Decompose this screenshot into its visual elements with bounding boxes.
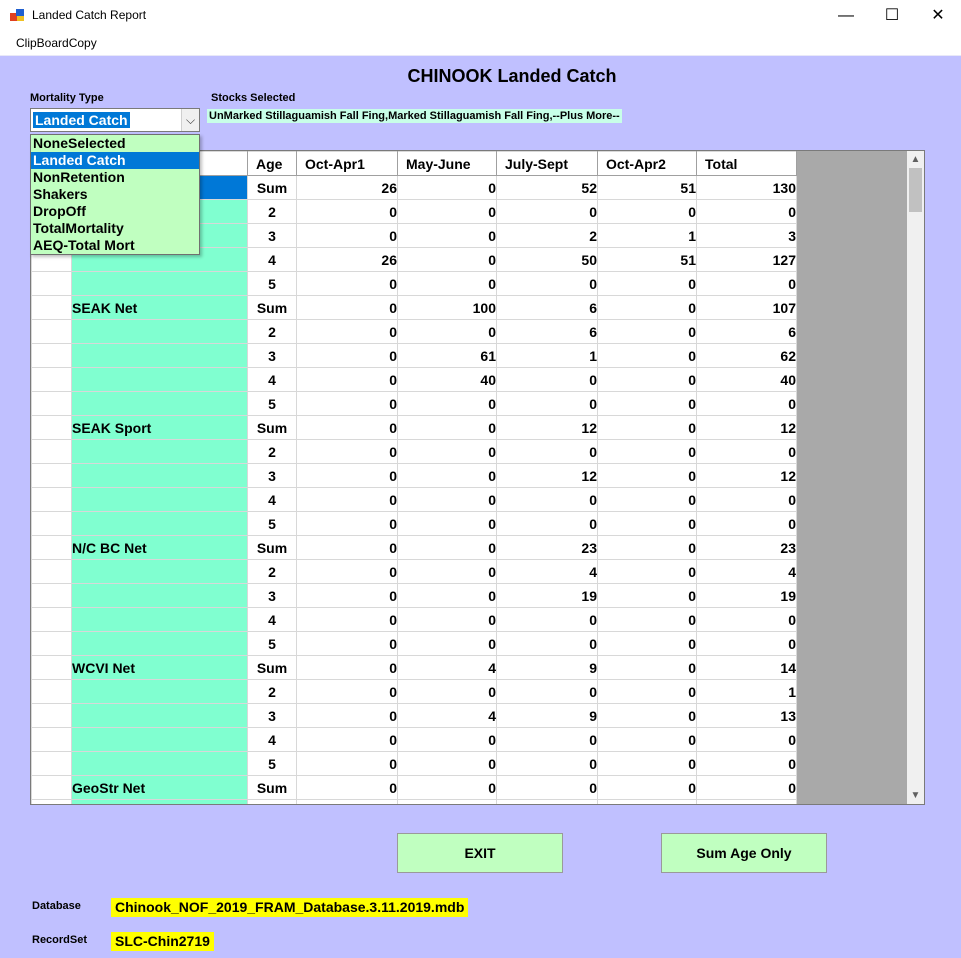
value-cell[interactable]: 0 — [598, 560, 697, 584]
value-cell[interactable]: 51 — [598, 176, 697, 200]
database-value: Chinook_NOF_2019_FRAM_Database.3.11.2019.mdb — [111, 898, 468, 917]
title-bar — [0, 0, 961, 31]
value-cell[interactable]: 12 — [697, 416, 797, 440]
table-row[interactable] — [32, 512, 797, 536]
value-cell[interactable]: 0 — [598, 272, 697, 296]
row-header[interactable] — [32, 800, 72, 806]
age-cell[interactable]: Sum — [248, 656, 297, 680]
value-cell[interactable]: 0 — [297, 200, 398, 224]
value-cell[interactable]: 40 — [697, 368, 797, 392]
value-cell[interactable]: 0 — [297, 368, 398, 392]
stocks-selected-value: UnMarked Stillaguamish Fall Fing,Marked Stillaguamish Fall Fing,--Plus More-- — [209, 110, 620, 122]
fishery-cell[interactable] — [72, 392, 248, 416]
age-cell[interactable]: 4 — [248, 608, 297, 632]
row-header[interactable] — [32, 368, 72, 392]
fishery-cell[interactable] — [72, 512, 248, 536]
fishery-cell[interactable] — [72, 608, 248, 632]
fishery-cell[interactable] — [72, 272, 248, 296]
option-none-selected[interactable]: NoneSelected — [33, 135, 126, 151]
window-title: Landed Catch Report — [32, 8, 147, 22]
age-cell[interactable]: 4 — [248, 248, 297, 272]
scroll-down-icon[interactable]: ▼ — [910, 790, 921, 801]
value-cell[interactable]: 51 — [598, 248, 697, 272]
value-cell[interactable]: 0 — [297, 296, 398, 320]
fishery-cell[interactable]: GeoStr Net — [72, 776, 248, 800]
vertical-scrollbar[interactable] — [907, 151, 924, 804]
value-cell[interactable]: 0 — [398, 584, 497, 608]
value-cell[interactable]: 0 — [598, 320, 697, 344]
value-cell[interactable]: 19 — [497, 584, 598, 608]
value-cell[interactable]: 0 — [598, 464, 697, 488]
row-header[interactable] — [32, 488, 72, 512]
value-cell[interactable]: 0 — [297, 776, 398, 800]
age-cell[interactable]: Sum — [248, 776, 297, 800]
table-row[interactable] — [32, 488, 797, 512]
value-cell[interactable]: 0 — [398, 632, 497, 656]
value-cell[interactable]: 0 — [398, 464, 497, 488]
value-cell[interactable]: 0 — [697, 512, 797, 536]
mortality-type-value: Landed Catch — [35, 112, 128, 128]
column-header-july-sept[interactable]: July-Sept — [497, 152, 598, 176]
value-cell[interactable]: 0 — [297, 584, 398, 608]
table-row[interactable] — [32, 632, 797, 656]
value-cell[interactable]: 13 — [697, 704, 797, 728]
mortality-type-label: Mortality Type — [30, 92, 104, 104]
value-cell[interactable]: 0 — [697, 752, 797, 776]
age-cell[interactable]: 3 — [248, 464, 297, 488]
scroll-thumb[interactable] — [909, 168, 922, 212]
value-cell[interactable]: 6 — [497, 320, 598, 344]
row-header[interactable] — [32, 632, 72, 656]
value-cell[interactable] — [697, 800, 797, 806]
value-cell[interactable]: 14 — [697, 656, 797, 680]
value-cell[interactable]: 0 — [297, 272, 398, 296]
row-header[interactable] — [32, 320, 72, 344]
stocks-selected-label: Stocks Selected — [211, 92, 296, 104]
value-cell[interactable]: 0 — [398, 320, 497, 344]
value-cell[interactable]: 0 — [297, 632, 398, 656]
value-cell[interactable] — [398, 800, 497, 806]
value-cell[interactable]: 6 — [497, 296, 598, 320]
table-row[interactable] — [32, 416, 797, 440]
table-row[interactable] — [32, 344, 797, 368]
value-cell[interactable]: 0 — [598, 488, 697, 512]
exit-button[interactable]: EXIT — [397, 833, 563, 873]
value-cell[interactable]: 0 — [598, 704, 697, 728]
value-cell[interactable]: 0 — [398, 560, 497, 584]
table-row[interactable] — [32, 368, 797, 392]
fishery-cell[interactable] — [72, 728, 248, 752]
value-cell[interactable]: 0 — [398, 776, 497, 800]
value-cell[interactable]: 4 — [497, 560, 598, 584]
age-cell[interactable]: 3 — [248, 344, 297, 368]
database-label: Database — [32, 900, 81, 912]
age-cell[interactable] — [248, 800, 297, 806]
value-cell[interactable]: 100 — [398, 296, 497, 320]
mortality-type-dropdown — [30, 134, 200, 255]
table-row[interactable] — [32, 800, 797, 806]
column-header-age[interactable]: Age — [248, 152, 297, 176]
option-aeq-total-mort[interactable]: AEQ-Total Mort — [33, 237, 135, 253]
value-cell[interactable]: 0 — [598, 752, 697, 776]
row-header[interactable] — [32, 296, 72, 320]
fishery-cell[interactable] — [72, 440, 248, 464]
value-cell[interactable]: 9 — [497, 656, 598, 680]
value-cell[interactable]: 0 — [598, 632, 697, 656]
value-cell[interactable]: 26 — [297, 176, 398, 200]
value-cell[interactable]: 0 — [398, 272, 497, 296]
value-cell[interactable]: 0 — [598, 776, 697, 800]
value-cell[interactable]: 0 — [497, 752, 598, 776]
column-header-may-june[interactable]: May-June — [398, 152, 497, 176]
value-cell[interactable]: 0 — [598, 344, 697, 368]
value-cell[interactable]: 107 — [697, 296, 797, 320]
value-cell[interactable]: 0 — [398, 512, 497, 536]
age-cell[interactable]: 5 — [248, 752, 297, 776]
age-cell[interactable]: 4 — [248, 728, 297, 752]
value-cell[interactable]: 40 — [398, 368, 497, 392]
table-row[interactable] — [32, 608, 797, 632]
table-row[interactable] — [32, 320, 797, 344]
table-row[interactable] — [32, 392, 797, 416]
value-cell[interactable]: 0 — [598, 416, 697, 440]
age-cell[interactable]: Sum — [248, 536, 297, 560]
value-cell[interactable]: 52 — [497, 176, 598, 200]
value-cell[interactable]: 0 — [297, 656, 398, 680]
value-cell[interactable]: 0 — [497, 680, 598, 704]
age-cell[interactable]: 2 — [248, 680, 297, 704]
age-cell[interactable]: 2 — [248, 440, 297, 464]
clipboard-copy-menu[interactable]: ClipBoardCopy — [16, 36, 97, 50]
value-cell[interactable]: 4 — [697, 560, 797, 584]
value-cell[interactable]: 0 — [297, 608, 398, 632]
row-header[interactable] — [32, 752, 72, 776]
value-cell[interactable]: 0 — [497, 200, 598, 224]
value-cell[interactable]: 62 — [697, 344, 797, 368]
row-header[interactable] — [32, 512, 72, 536]
fishery-cell[interactable] — [72, 344, 248, 368]
value-cell[interactable]: 0 — [697, 200, 797, 224]
row-header[interactable] — [32, 704, 72, 728]
value-cell[interactable]: 0 — [398, 200, 497, 224]
age-cell[interactable]: 5 — [248, 272, 297, 296]
value-cell[interactable]: 127 — [697, 248, 797, 272]
row-header[interactable] — [32, 584, 72, 608]
value-cell[interactable]: 0 — [598, 680, 697, 704]
age-cell[interactable]: 3 — [248, 584, 297, 608]
fishery-cell[interactable] — [72, 488, 248, 512]
menu-bar — [0, 31, 961, 56]
value-cell[interactable]: 0 — [297, 488, 398, 512]
table-row[interactable] — [32, 680, 797, 704]
table-row[interactable] — [32, 656, 797, 680]
row-header[interactable] — [32, 464, 72, 488]
value-cell[interactable] — [297, 800, 398, 806]
row-header[interactable] — [32, 776, 72, 800]
recordset-value: SLC-Chin2719 — [111, 932, 214, 951]
value-cell[interactable]: 0 — [297, 344, 398, 368]
value-cell[interactable]: 130 — [697, 176, 797, 200]
value-cell[interactable] — [497, 800, 598, 806]
column-header-oct-apr2[interactable]: Oct-Apr2 — [598, 152, 697, 176]
value-cell[interactable]: 0 — [297, 440, 398, 464]
value-cell[interactable]: 0 — [697, 392, 797, 416]
value-cell[interactable]: 9 — [497, 704, 598, 728]
fishery-cell[interactable] — [72, 680, 248, 704]
row-header[interactable] — [32, 560, 72, 584]
value-cell[interactable]: 0 — [598, 368, 697, 392]
age-cell[interactable]: 5 — [248, 632, 297, 656]
row-header[interactable] — [32, 608, 72, 632]
age-cell[interactable]: 4 — [248, 368, 297, 392]
value-cell[interactable]: 0 — [598, 728, 697, 752]
table-row[interactable] — [32, 296, 797, 320]
option-landed-catch[interactable]: Landed Catch — [31, 152, 199, 169]
value-cell[interactable]: 0 — [497, 512, 598, 536]
option-non-retention[interactable]: NonRetention — [33, 169, 125, 185]
value-cell[interactable]: 0 — [497, 368, 598, 392]
value-cell[interactable]: 3 — [697, 224, 797, 248]
table-row[interactable] — [32, 728, 797, 752]
value-cell[interactable]: 0 — [497, 488, 598, 512]
value-cell[interactable]: 0 — [598, 656, 697, 680]
table-row[interactable] — [32, 776, 797, 800]
value-cell[interactable]: 12 — [697, 464, 797, 488]
fishery-cell[interactable] — [72, 800, 248, 806]
value-cell[interactable]: 0 — [697, 272, 797, 296]
age-cell[interactable]: Sum — [248, 296, 297, 320]
table-row[interactable] — [32, 272, 797, 296]
value-cell[interactable]: 0 — [297, 392, 398, 416]
age-cell[interactable]: 3 — [248, 704, 297, 728]
value-cell[interactable]: 0 — [697, 776, 797, 800]
value-cell[interactable]: 0 — [697, 488, 797, 512]
value-cell[interactable]: 0 — [398, 416, 497, 440]
value-cell[interactable]: 50 — [497, 248, 598, 272]
value-cell[interactable]: 0 — [497, 608, 598, 632]
row-header[interactable] — [32, 416, 72, 440]
value-cell[interactable]: 0 — [598, 440, 697, 464]
fishery-cell[interactable]: SEAK Net — [72, 296, 248, 320]
row-header[interactable] — [32, 656, 72, 680]
value-cell[interactable]: 0 — [297, 416, 398, 440]
maximize-button[interactable]: ☐ — [884, 7, 900, 24]
age-cell[interactable]: Sum — [248, 176, 297, 200]
age-cell[interactable]: 5 — [248, 512, 297, 536]
age-cell[interactable]: 2 — [248, 560, 297, 584]
age-cell[interactable]: 2 — [248, 320, 297, 344]
value-cell[interactable]: 0 — [297, 752, 398, 776]
table-row[interactable] — [32, 584, 797, 608]
value-cell[interactable]: 0 — [497, 440, 598, 464]
age-cell[interactable]: 5 — [248, 392, 297, 416]
value-cell[interactable]: 0 — [297, 512, 398, 536]
value-cell[interactable]: 0 — [398, 248, 497, 272]
value-cell[interactable]: 0 — [697, 608, 797, 632]
value-cell[interactable]: 0 — [598, 584, 697, 608]
value-cell[interactable]: 0 — [598, 512, 697, 536]
row-header[interactable] — [32, 272, 72, 296]
value-cell[interactable]: 0 — [398, 752, 497, 776]
row-header[interactable] — [32, 728, 72, 752]
value-cell[interactable]: 0 — [297, 704, 398, 728]
value-cell[interactable]: 0 — [398, 488, 497, 512]
column-header-total[interactable]: Total — [697, 152, 797, 176]
age-cell[interactable]: Sum — [248, 416, 297, 440]
value-cell[interactable]: 0 — [497, 392, 598, 416]
value-cell[interactable]: 0 — [398, 680, 497, 704]
value-cell[interactable]: 0 — [497, 776, 598, 800]
value-cell[interactable]: 0 — [398, 608, 497, 632]
recordset-label: RecordSet — [32, 934, 88, 946]
value-cell[interactable]: 0 — [297, 320, 398, 344]
option-total-mortality[interactable]: TotalMortality — [33, 220, 124, 236]
fishery-cell[interactable] — [72, 632, 248, 656]
value-cell[interactable]: 23 — [697, 536, 797, 560]
value-cell[interactable]: 23 — [497, 536, 598, 560]
fishery-cell[interactable]: WCVI Net — [72, 656, 248, 680]
scroll-up-icon[interactable]: ▲ — [910, 154, 921, 165]
value-cell[interactable]: 0 — [398, 440, 497, 464]
close-button[interactable]: ✕ — [931, 7, 945, 24]
value-cell[interactable]: 0 — [497, 728, 598, 752]
value-cell[interactable]: 0 — [297, 680, 398, 704]
row-header[interactable] — [32, 344, 72, 368]
fishery-cell[interactable] — [72, 368, 248, 392]
table-row[interactable] — [32, 464, 797, 488]
value-cell[interactable]: 0 — [398, 176, 497, 200]
table-row[interactable] — [32, 752, 797, 776]
fishery-cell[interactable]: N/C BC Net — [72, 536, 248, 560]
chevron-down-icon[interactable]: ⌵ — [181, 109, 199, 131]
column-header-oct-apr1[interactable]: Oct-Apr1 — [297, 152, 398, 176]
value-cell[interactable]: 0 — [697, 632, 797, 656]
value-cell[interactable]: 0 — [398, 392, 497, 416]
value-cell[interactable]: 0 — [497, 632, 598, 656]
fishery-cell[interactable] — [72, 560, 248, 584]
option-drop-off[interactable]: DropOff — [33, 203, 86, 219]
value-cell[interactable]: 1 — [697, 680, 797, 704]
row-header[interactable] — [32, 392, 72, 416]
value-cell[interactable]: 1 — [598, 224, 697, 248]
value-cell[interactable]: 0 — [297, 728, 398, 752]
value-cell[interactable]: 0 — [598, 200, 697, 224]
value-cell[interactable]: 2 — [497, 224, 598, 248]
value-cell[interactable]: 1 — [497, 344, 598, 368]
value-cell[interactable]: 0 — [297, 536, 398, 560]
value-cell[interactable]: 0 — [297, 464, 398, 488]
report-title: CHINOOK Landed Catch — [407, 66, 617, 86]
row-header[interactable] — [32, 440, 72, 464]
table-row[interactable] — [32, 560, 797, 584]
age-cell[interactable]: 2 — [248, 200, 297, 224]
fishery-cell[interactable]: SEAK Sport — [72, 416, 248, 440]
table-row[interactable] — [32, 440, 797, 464]
age-cell[interactable]: 3 — [248, 224, 297, 248]
fishery-cell[interactable] — [72, 584, 248, 608]
value-cell[interactable]: 0 — [398, 224, 497, 248]
row-header[interactable] — [32, 536, 72, 560]
mortality-type-combo[interactable] — [30, 108, 200, 132]
app-icon — [10, 9, 24, 21]
value-cell[interactable]: 19 — [697, 584, 797, 608]
value-cell[interactable]: 0 — [297, 560, 398, 584]
fishery-cell[interactable] — [72, 320, 248, 344]
value-cell[interactable]: 26 — [297, 248, 398, 272]
table-row[interactable] — [32, 704, 797, 728]
value-cell[interactable]: 0 — [598, 296, 697, 320]
sum-age-only-button[interactable]: Sum Age Only — [661, 833, 827, 873]
option-shakers[interactable]: Shakers — [33, 186, 88, 202]
value-cell[interactable]: 0 — [598, 392, 697, 416]
fishery-cell[interactable] — [72, 752, 248, 776]
value-cell[interactable]: 0 — [497, 272, 598, 296]
fishery-cell[interactable] — [72, 704, 248, 728]
value-cell[interactable]: 0 — [398, 536, 497, 560]
row-header[interactable] — [32, 680, 72, 704]
value-cell[interactable]: 0 — [598, 608, 697, 632]
value-cell[interactable]: 12 — [497, 416, 598, 440]
value-cell[interactable]: 0 — [598, 536, 697, 560]
value-cell[interactable]: 4 — [398, 704, 497, 728]
fishery-cell[interactable] — [72, 464, 248, 488]
value-cell[interactable] — [598, 800, 697, 806]
value-cell[interactable]: 4 — [398, 656, 497, 680]
value-cell[interactable]: 0 — [697, 728, 797, 752]
value-cell[interactable]: 61 — [398, 344, 497, 368]
table-row[interactable] — [32, 536, 797, 560]
minimize-button[interactable]: — — [838, 7, 854, 24]
value-cell[interactable]: 0 — [297, 224, 398, 248]
value-cell[interactable]: 12 — [497, 464, 598, 488]
age-cell[interactable]: 4 — [248, 488, 297, 512]
value-cell[interactable]: 6 — [697, 320, 797, 344]
value-cell[interactable]: 0 — [398, 728, 497, 752]
value-cell[interactable]: 0 — [697, 440, 797, 464]
